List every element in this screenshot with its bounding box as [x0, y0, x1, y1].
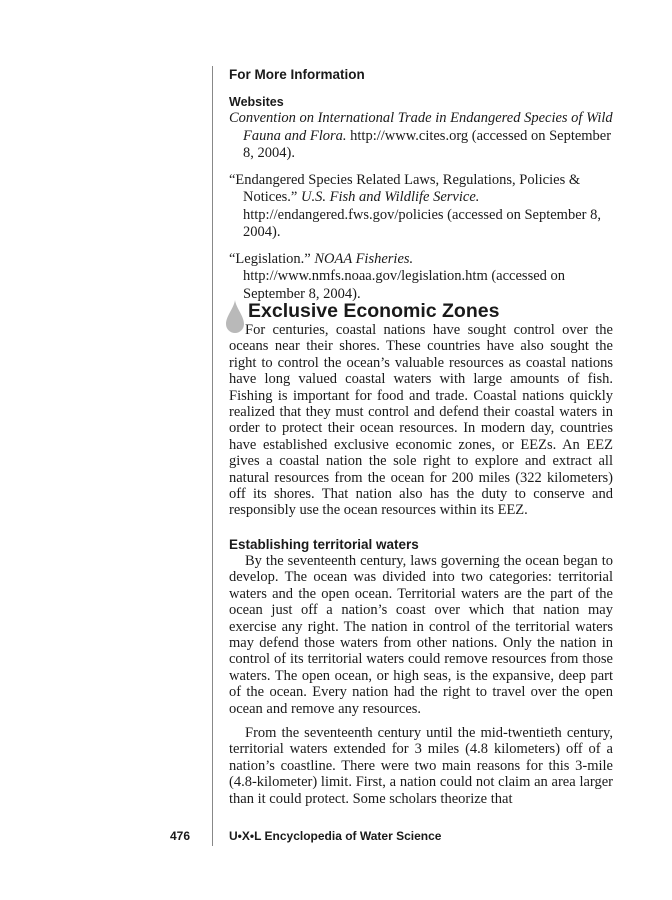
reference-url: http://endangered.fws.gov/policies (accessed on September 8, 2004).: [243, 206, 601, 240]
reference-title: Convention on International Trade in Endangered Species of Wild Fauna and Flora.: [229, 110, 613, 144]
websites-heading: Websites: [229, 95, 284, 109]
reference-quote: “Legislation.”: [229, 250, 315, 267]
reference-url: http://www.nmfs.noaa.gov/legislation.htm (accessed on September 8, 2004).: [243, 268, 566, 302]
more-info-heading: For More Information: [229, 67, 365, 82]
page-number: 476: [170, 829, 191, 843]
section-intro-paragraph: For centuries, coastal nations have sought control over the oceans near their shores. These countries have also sought the right to control the ocean’s valuable resources as coastal nations have long valued coastal waters with large amounts of fish. Fishing is important for food and trade. Coastal nations quickly realized that they must control and defend their coastal waters in order to protect their ocean resources. In modern day, countries have established exclusive economic zones, or EEZs. An EEZ gives a coastal nation the sole right to explore and extract all natural resources from the ocean for 200 miles (322 kilometers) off its shores. That nation also has the duty to conserve and responsibly use the ocean resources within its EEZ.: [229, 322, 613, 519]
reference-source: U.S. Fish and Wildlife Service.: [300, 189, 480, 205]
water-drop-icon: [226, 300, 244, 334]
margin-rule: [212, 66, 213, 846]
subsection-paragraph-2: From the seventeenth century until the mid-twentieth century, territorial waters extended for 3 miles (4.8 kilometers) off of a nation’s coastline. There were two main reasons for this 3-mile (4.8-kilometer) limit. First, a nation could not claim an area larger than it could protect. Some scholars theorize that: [229, 725, 613, 807]
reference-noaa: [229, 251, 613, 304]
reference-cites: [229, 110, 613, 163]
running-footer-title: U•X•L Encyclopedia of Water Science: [229, 829, 442, 843]
reference-url: http://www.cites.org (accessed on September 8, 2004).: [243, 127, 612, 161]
eez-section: [229, 300, 613, 519]
subsection-paragraph-1: By the seventeenth century, laws governing the ocean began to develop. The ocean was divided into two categories: territorial waters and the open ocean. Territorial waters are the part of the ocean just off a nation’s coast over which that nation may exercise any right. The nation in control of the territorial waters may defend those waters from other nations. Only the nation in control of its territorial waters could remove resources from those waters. The open ocean, or high seas, is the expansive, deep part of the ocean. Every nation had the right to travel over the open ocean and remove any resources.: [229, 553, 613, 717]
reference-source: NOAA Fisheries.: [314, 250, 414, 267]
section-title: Exclusive Economic Zones: [248, 300, 500, 322]
reference-quote: “Endangered Species Related Laws, Regulations, Policies & Notices.”: [229, 171, 581, 205]
reference-fws: [229, 172, 613, 242]
more-information-block: [229, 66, 613, 303]
subsection-title: Establishing territorial waters: [229, 537, 419, 552]
territorial-waters-subsection: [229, 536, 613, 807]
